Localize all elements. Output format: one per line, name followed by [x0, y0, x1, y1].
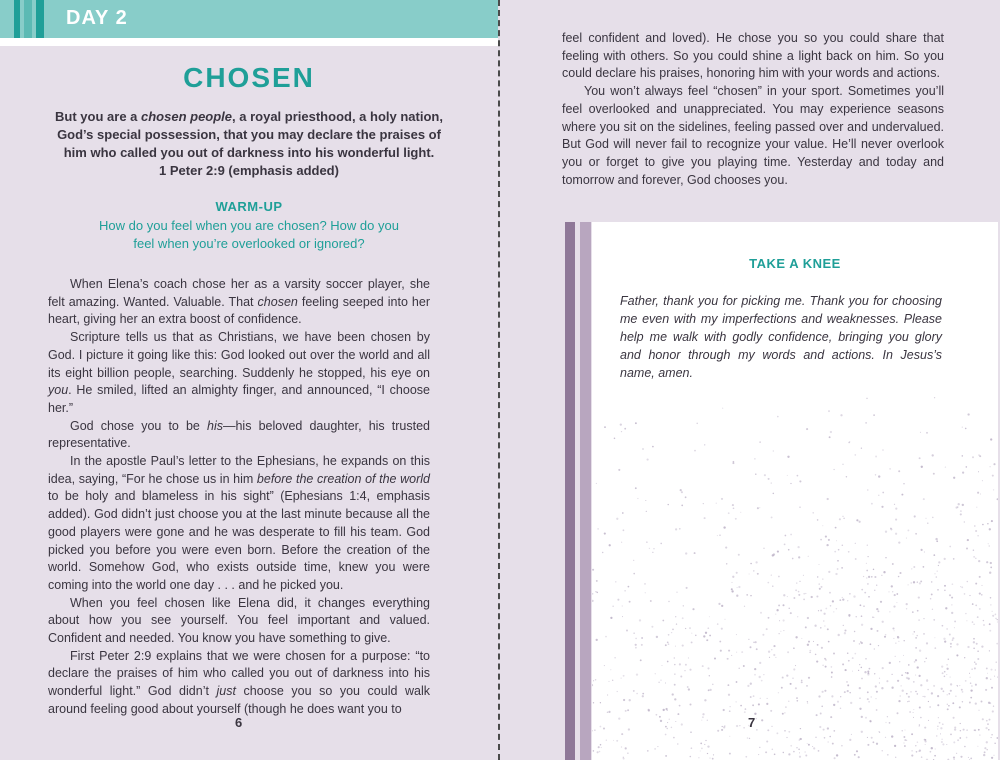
header-stripe [36, 0, 44, 38]
text-emphasis: just [216, 684, 236, 699]
text-run: . He smiled, lifted an almighty finger, and announced, “I choose her.” [48, 383, 430, 415]
page-number: 7 [748, 715, 756, 730]
text-run: When Elena’s coach chose her as a varsity soccer player, she felt amazing. Wanted. Valuable. That [48, 277, 430, 309]
page-fold-divider [498, 0, 500, 760]
text-emphasis: you [48, 383, 69, 398]
text-run: First Peter 2:9 explains that we were chosen for a purpose: “to declare the praises of him who called you out of darkness into his wonderful light.” God didn’t [48, 648, 430, 699]
text-run: feeling seeped into her heart, giving her an extra boost of confidence. [48, 294, 430, 327]
warmup-question: How do you feel when you are chosen? How do you feel when you’re overlooked or ignored? [99, 218, 399, 251]
verse-text: But you are a [55, 109, 141, 124]
text-run: to be holy and blameless in his sight” (Ephesians 1:4, emphasis added). God didn’t just choose you at the last minute because all the good players were gone and he was desperate to fill his team. God picked you before you were even born. Before the creation of the world. Somehow God, who exists outside time, knew you were coming into the world one day . . . and he picked you. [48, 489, 430, 592]
scripture-verse [50, 108, 448, 180]
left-page [0, 0, 498, 760]
take-a-knee-heading: TAKE A KNEE [749, 256, 841, 271]
warmup-heading: WARM-UP [215, 199, 283, 214]
header-stripe [14, 0, 20, 38]
accent-bar [565, 222, 575, 760]
day-label: DAY 2 [66, 7, 128, 29]
body-paragraph [48, 329, 430, 418]
day-header-band [0, 0, 498, 38]
text-run: In the apostle Paul’s letter to the Ephesians, he expands on this idea, saying, “For he chose us in him [48, 454, 430, 486]
take-a-knee-box [592, 222, 998, 760]
text-run: Scripture tells us that as Christians, we have been chosen by God. I picture it going like this: God looked out over the world and all its eight billion people, searching. Suddenly he stopped, his eye on [48, 330, 430, 380]
header-stripe [24, 0, 32, 38]
verse-reference: 1 Peter 2:9 (emphasis added) [159, 163, 339, 178]
verse-text: , a royal priesthood, a holy nation, God’s special possession, that you may declare the praises of him who called you out of darkness into his wonderful light. [57, 109, 443, 160]
body-paragraph: You won’t always feel “chosen” in your sport. Sometimes you’ll feel overlooked and unappreciated. You may experience seasons where you sit on the sidelines, feeling passed over and undervalued. But God will never fail to recognize your value. He’ll never overlook you or forget to give you playing time. Yesterday and today and tomorrow and forever, God chooses you. [562, 84, 944, 187]
continued-body [562, 30, 944, 189]
prayer-text: Father, thank you for picking me. Thank you for choosing me even with my imperfections and weaknesses. Please help me walk with godly confidence, bringing you glory and honor through my words and actions. In Jesus’s name, amen. [620, 294, 942, 380]
text-run: choose you so you could walk around feeling good about yourself (though he does want you to [48, 684, 430, 716]
body-paragraph [48, 453, 430, 595]
accent-bar [580, 222, 591, 760]
body-paragraph: When you feel chosen like Elena did, it changes everything about how you see yourself. You feel important and valued. Confident and needed. You know you have something to give. [48, 595, 430, 646]
text-run: —his beloved daughter, his trusted representative. [48, 418, 430, 451]
body-paragraph [48, 418, 430, 453]
page-number: 6 [235, 715, 243, 730]
chapter-title: CHOSEN [183, 62, 315, 93]
body-paragraph [48, 648, 430, 719]
text-emphasis: his [207, 418, 223, 433]
verse-emphasis: chosen people [141, 109, 233, 124]
text-run: God chose you to be [70, 418, 207, 433]
body-paragraph: feel confident and loved). He chose you so you could share that feeling with others. So you could shine a light back on him. So you could declare his praises, honoring him with your words and actions. [562, 31, 944, 81]
header-rule [0, 38, 498, 46]
text-emphasis: before the creation of the world [256, 471, 430, 486]
devotional-body [48, 276, 430, 719]
body-paragraph [48, 276, 430, 329]
text-emphasis: chosen [257, 294, 298, 309]
